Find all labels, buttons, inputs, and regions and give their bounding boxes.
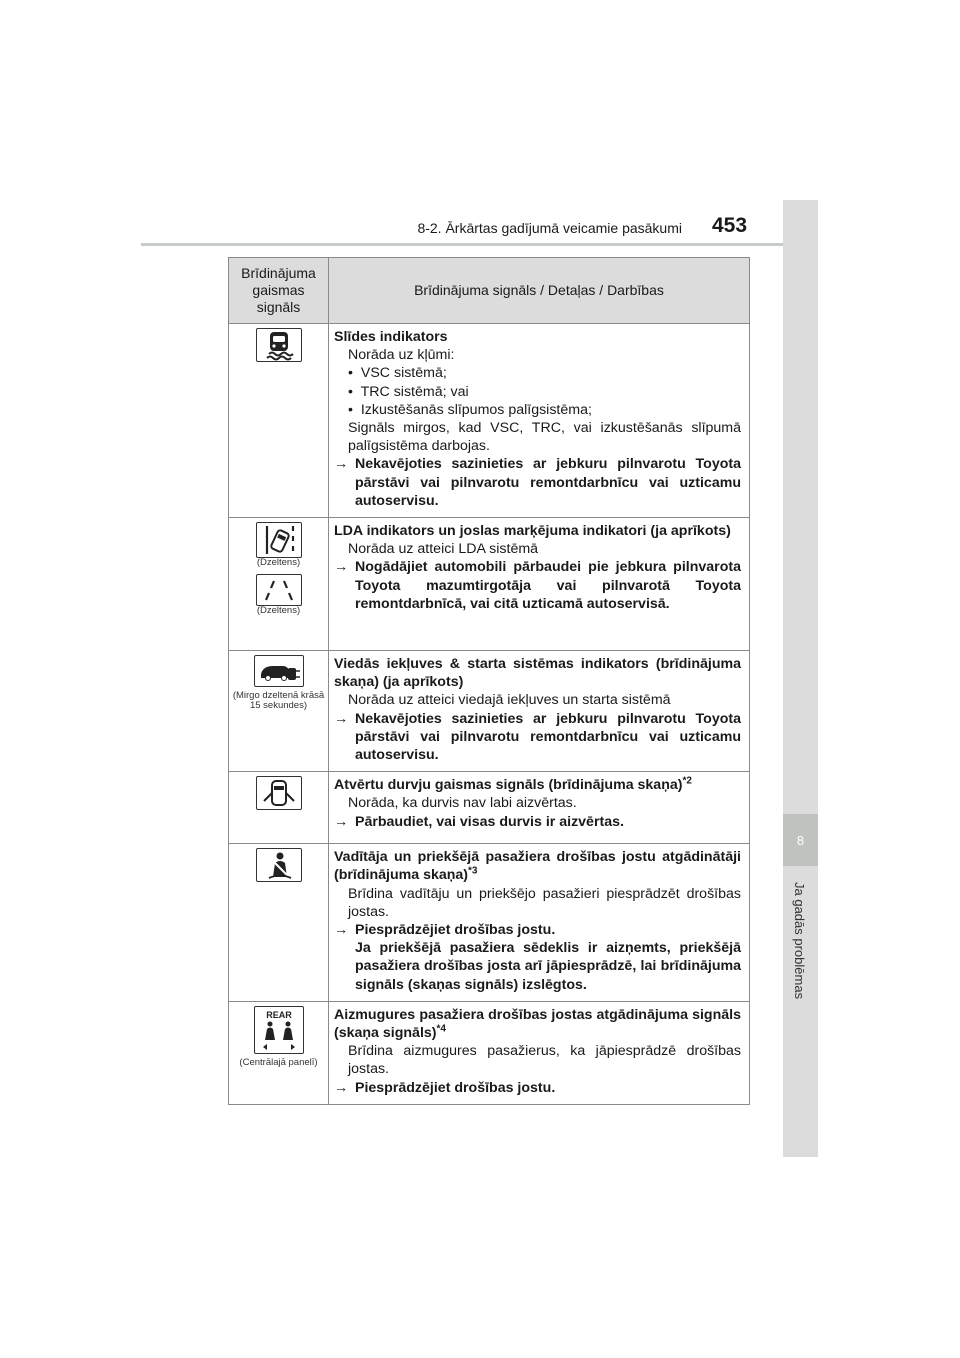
arrow-icon: → xyxy=(334,559,349,576)
arrow-icon: → xyxy=(334,813,349,830)
header-divider xyxy=(141,243,817,246)
row-line: Norāda uz atteici viedajā iekļuves un starta sistēmā xyxy=(348,692,671,709)
description-cell xyxy=(329,651,750,772)
row-title-text: Vadītāja un priekšējā pasažiera drošības jostu atgādinātāji (brīdinājuma skaņa) xyxy=(334,849,741,884)
bullet-text: TRC sistēmā; vai xyxy=(360,383,469,400)
action-line xyxy=(334,813,741,831)
table-row xyxy=(229,651,750,772)
rear-icon-label: REAR xyxy=(265,1009,292,1020)
bullet-text: VSC sistēmā; xyxy=(360,365,447,382)
page-number: 453 xyxy=(712,214,748,237)
action-line xyxy=(334,558,741,613)
arrow-icon: → xyxy=(334,1079,349,1096)
smart-entry-key-icon xyxy=(254,655,304,687)
action-text: Piesprādzējiet drošības jostu. xyxy=(355,922,556,939)
description-cell xyxy=(329,1001,750,1104)
action-text: Nekavējoties sazinieties ar jebkuru pilnvarotu Toyota pārstāvi vai pilnvarotu remontdarbnīcu vai uzticamu autoservisu. xyxy=(355,710,741,764)
icon-cell xyxy=(229,1001,329,1104)
table-row xyxy=(229,518,750,651)
bullet-symbol: • xyxy=(348,383,353,400)
action-detail: Ja priekšējā pasažiera sēdeklis ir aizņemts, priekšējā pasažiera drošības josta arī jāpiesprādzē, lai brīdinājuma signāls (skaņas signāls) izslēgtos. xyxy=(355,940,741,993)
icon-cell xyxy=(229,651,329,772)
chapter-label: Ja gadās problēmas xyxy=(792,882,807,1000)
seatbelt-reminder-icon xyxy=(256,848,302,882)
footnote-mark: *2 xyxy=(682,775,692,787)
action-text: Nekavējoties sazinieties ar jebkuru pilnvarotu Toyota pārstāvi vai pilnvarotu remontdarbnīcu vai uzticamu autoservisu. xyxy=(355,456,741,509)
bullet-item xyxy=(334,401,741,419)
action-text: Piesprādzējiet drošības jostu. xyxy=(355,1079,556,1096)
running-header: 8-2. Ārkārtas gadījumā veicamie pasākumi xyxy=(417,220,682,236)
arrow-icon: → xyxy=(334,456,349,473)
action-line xyxy=(334,710,741,765)
action-text: Nogādājiet automobili pārbaudei pie jebkura pilnvarota Toyota mazumtirgotāja vai pilnvarotā Toyota remontdarbnīcā, vai citā uzticamā autoservisā. xyxy=(355,559,741,612)
icon-caption: (Dzeltens) xyxy=(256,557,301,569)
row-line: Signāls mirgos, kad VSC, TRC, vai izkustēšanās slīpumā palīgsistēma darbojas. xyxy=(348,420,741,455)
icon-cell xyxy=(229,844,329,1002)
row-title xyxy=(334,1006,741,1042)
lane-marking-icon xyxy=(256,574,302,606)
open-door-icon xyxy=(256,776,302,810)
icon-caption: (Centrālajā panelī) xyxy=(239,1056,318,1068)
row-line: Brīdina aizmugures pasažierus, ka jāpiesprādzē drošības jostas. xyxy=(348,1043,741,1078)
action-line xyxy=(334,1079,741,1097)
icon-caption: (Dzeltens) xyxy=(256,605,301,617)
table-row xyxy=(229,324,750,518)
description-cell xyxy=(329,844,750,1002)
row-line: Norāda, ka durvis nav labi aizvērtas. xyxy=(348,795,577,812)
icon-cell xyxy=(229,518,329,651)
icon-cell xyxy=(229,772,329,844)
table-row xyxy=(229,1001,750,1104)
description-cell xyxy=(329,772,750,844)
row-title: Viedās iekļuves & starta sistēmas indikators (brīdinājuma skaņa) (ja aprīkots) xyxy=(334,656,741,691)
bullet-item xyxy=(334,364,741,382)
row-line: Norāda uz kļūmi: xyxy=(348,347,455,364)
arrow-icon: → xyxy=(334,710,349,727)
row-title: Slīdes indikators xyxy=(334,329,448,345)
header-cell-light: Brīdinājuma gaismas signāls xyxy=(229,258,329,324)
arrow-icon: → xyxy=(334,922,349,939)
bullet-symbol: • xyxy=(348,401,353,418)
warning-light-table xyxy=(228,257,750,1105)
table-row xyxy=(229,844,750,1002)
lda-indicator-icon xyxy=(256,522,302,558)
row-title-text: Aizmugures pasažiera drošības jostas atgādinājuma signāls (skaņa signāls) xyxy=(334,1006,741,1042)
row-title-text: Atvērtu durvju gaismas signāls (brīdinājuma skaņa) xyxy=(334,777,683,794)
header-cell-details: Brīdinājuma signāls / Detaļas / Darbības xyxy=(329,258,750,324)
table-header-row xyxy=(229,258,750,324)
table-row xyxy=(229,772,750,844)
bullet-text: Izkustēšanās slīpumos palīgsistēma; xyxy=(360,401,592,418)
action-line xyxy=(334,921,741,939)
row-line: Brīdina vadītāju un priekšējo pasažieri piesprādzēt drošības jostas. xyxy=(348,885,741,920)
description-cell xyxy=(329,324,750,518)
chapter-number-tab: 8 xyxy=(783,814,818,866)
side-tab-upper xyxy=(783,200,818,814)
action-text: Pārbaudiet, vai visas durvis ir aizvērtas. xyxy=(355,813,624,830)
action-line xyxy=(334,455,741,510)
footnote-mark: *4 xyxy=(436,1023,446,1035)
row-line: Norāda uz atteici LDA sistēmā xyxy=(348,541,539,558)
bullet-symbol: • xyxy=(348,365,353,382)
bullet-item xyxy=(334,383,741,401)
row-title xyxy=(334,848,741,884)
row-title xyxy=(334,776,741,794)
row-title: LDA indikators un joslas marķējuma indikatori (ja aprīkots) xyxy=(334,523,731,540)
icon-caption: (Mirgo dzeltenā krāsā 15 sekundes) xyxy=(232,690,325,712)
description-cell xyxy=(329,518,750,651)
footnote-mark: *3 xyxy=(468,865,478,877)
rear-seatbelt-reminder-icon xyxy=(254,1006,304,1054)
icon-cell xyxy=(229,324,329,518)
slip-indicator-icon xyxy=(256,328,302,362)
